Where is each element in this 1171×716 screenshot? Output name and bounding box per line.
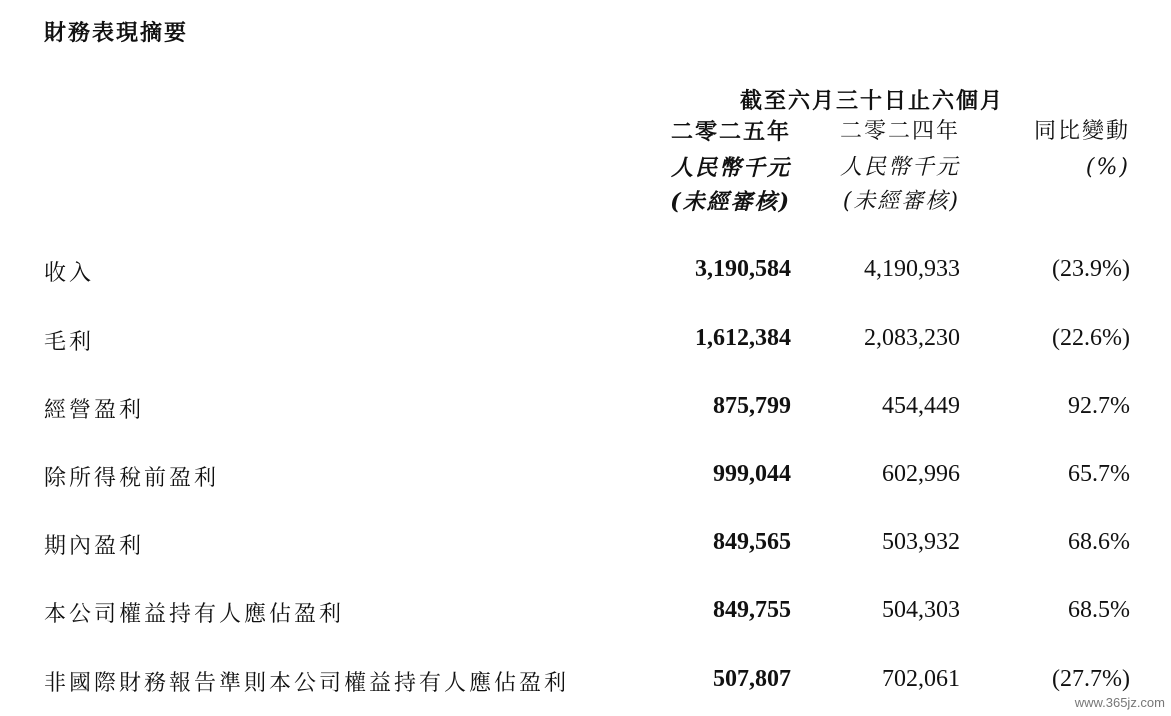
row-label-non-ifrs-profit: 非國際財務報告準則本公司權益持有人應佔盈利 (44, 671, 570, 696)
watermark: www.365jz.com (1074, 695, 1165, 710)
change-profit-attributable: 68.5% (1068, 597, 1130, 623)
row-label-profit-attributable: 本公司權益持有人應佔盈利 (44, 602, 345, 627)
col-2024-year: 二零二四年 (839, 119, 960, 144)
value-2025-operating-profit: 875,799 (713, 393, 791, 419)
row-label-profit-before-tax: 除所得稅前盈利 (44, 466, 220, 491)
value-2025-profit-before-tax: 999,044 (713, 461, 791, 487)
change-profit-for-period: 68.6% (1068, 529, 1130, 555)
change-gross-profit: (22.6%) (1052, 325, 1130, 351)
row-label-operating-profit: 經營盈利 (44, 398, 145, 423)
col-2025-note: (未經審核) (670, 189, 791, 215)
value-2024-non-ifrs-profit: 702,061 (882, 666, 960, 692)
value-2025-profit-attributable: 849,755 (713, 597, 791, 623)
col-change-label: 同比變動 (1033, 119, 1130, 144)
value-2024-profit-for-period: 503,932 (882, 529, 960, 555)
value-2025-gross-profit: 1,612,384 (695, 325, 791, 351)
value-2025-profit-for-period: 849,565 (713, 529, 791, 555)
change-non-ifrs-profit: (27.7%) (1052, 666, 1130, 692)
col-2024-note: (未經審核) (842, 189, 960, 214)
value-2024-profit-attributable: 504,303 (882, 597, 960, 623)
row-label-gross-profit: 毛利 (44, 330, 95, 355)
value-2024-operating-profit: 454,449 (882, 393, 960, 419)
change-profit-before-tax: 65.7% (1068, 461, 1130, 487)
row-label-profit-for-period: 期內盈利 (44, 534, 145, 559)
page-title: 財務表現摘要 (44, 21, 189, 46)
period-header: 截至六月三十日止六個月 (740, 88, 1005, 114)
value-2024-profit-before-tax: 602,996 (882, 461, 960, 487)
col-2025-unit: 人民幣千元 (670, 155, 791, 181)
value-2025-revenue: 3,190,584 (695, 256, 791, 282)
value-2024-revenue: 4,190,933 (864, 256, 960, 282)
col-change-unit: (%) (1085, 155, 1130, 180)
value-2025-non-ifrs-profit: 507,807 (713, 666, 791, 692)
col-2024-unit: 人民幣千元 (839, 155, 960, 180)
change-revenue: (23.9%) (1052, 256, 1130, 282)
change-operating-profit: 92.7% (1068, 393, 1130, 419)
col-2025-year: 二零二五年 (670, 119, 791, 145)
row-label-revenue: 收入 (44, 261, 95, 286)
value-2024-gross-profit: 2,083,230 (864, 325, 960, 351)
